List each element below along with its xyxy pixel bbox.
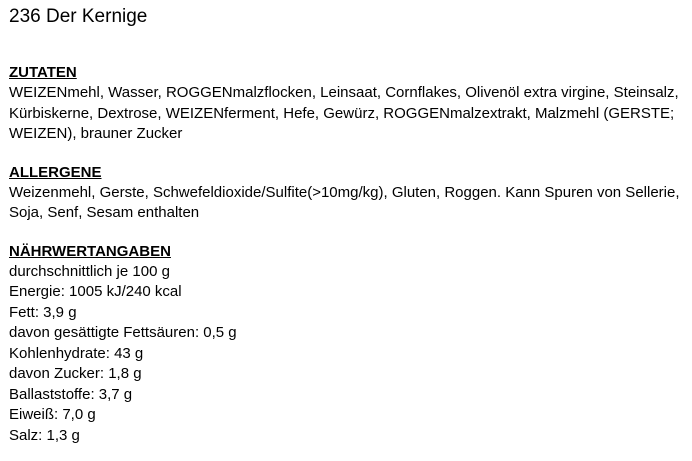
nutrition-sugar: davon Zucker: 1,8 g [9, 365, 142, 382]
nutrition-fat: Fett: 3,9 g [9, 303, 77, 321]
nutrition-energy: Energie: 1005 kJ/240 kcal [9, 283, 182, 300]
nutrition-fiber: Ballaststoffe: 3,7 g [9, 385, 133, 403]
ingredients-section [9, 63, 680, 145]
document-title: 236 Der Kernige [9, 6, 148, 27]
nutrition-basis: durchschnittlich je 100 g [9, 262, 170, 280]
ingredients-text: WEIZENmehl, Wasser, ROGGENmalzflocken, Leinsaat, Cornflakes, Olivenöl extra virgine, Steinsalz, Kürbiskerne, Dextrose, WEIZENferment, Hefe, Gewürz, ROGGENmalzextrakt, Malzmehl (GERSTE; WEIZEN), brauner Zucker [9, 84, 679, 142]
allergens-heading: ALLERGENE [9, 163, 102, 181]
nutrition-saturated-fat: davon gesättigte Fettsäuren: 0,5 g [9, 324, 237, 341]
nutrition-heading: NÄHRWERTANGABEN [9, 242, 171, 260]
ingredients-heading: ZUTATEN [9, 64, 77, 81]
allergens-text: Weizenmehl, Gerste, Schwefeldioxide/Sulfite(>10mg/kg), Gluten, Roggen. Kann Spuren von Sellerie, Soja, Senf, Sesam enthalten [9, 183, 680, 221]
nutrition-section [9, 242, 680, 447]
nutrition-list [9, 262, 680, 447]
nutrition-salt: Salz: 1,3 g [9, 426, 80, 444]
nutrition-protein: Eiweiß: 7,0 g [9, 406, 96, 423]
nutrition-carbohydrates: Kohlenhydrate: 43 g [9, 344, 144, 362]
allergens-section [9, 163, 680, 224]
